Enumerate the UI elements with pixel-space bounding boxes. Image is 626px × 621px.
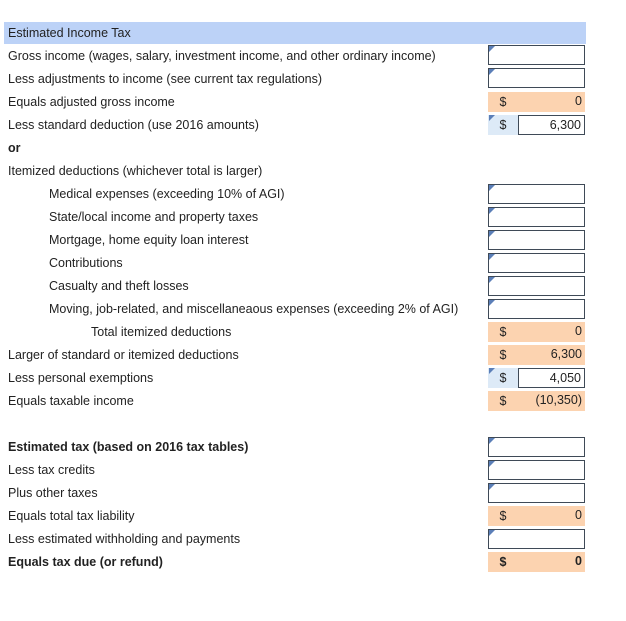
medical-expenses-input[interactable] <box>488 184 585 204</box>
gross-income-label: Gross income (wages, salary, investment income, and other ordinary income) <box>8 49 436 63</box>
larger-deduction-label: Larger of standard or itemized deductions <box>8 348 239 362</box>
agi-dollar-sign: $ <box>488 92 518 112</box>
comment-marker-icon <box>489 46 495 52</box>
tax-credits-input[interactable] <box>488 460 585 480</box>
total-tax-liability-dollar-sign: $ <box>488 506 518 526</box>
casualty-theft-label: Casualty and theft losses <box>49 279 189 293</box>
larger-deduction-dollar-sign: $ <box>488 345 518 365</box>
comment-marker-icon <box>489 69 495 75</box>
tax-due-value: 0 <box>518 552 585 572</box>
moving-expenses-input[interactable] <box>488 299 585 319</box>
withholding-label: Less estimated withholding and payments <box>8 532 241 546</box>
tax-due-label: Equals tax due (or refund) <box>8 555 163 569</box>
comment-marker-icon <box>489 208 495 214</box>
gross-income-input[interactable] <box>488 45 585 65</box>
comment-marker-icon <box>489 185 495 191</box>
state-local-taxes-label: State/local income and property taxes <box>49 210 259 224</box>
comment-marker-icon <box>489 530 495 536</box>
personal-exemptions-value[interactable]: 4,050 <box>518 368 585 388</box>
comment-marker-icon <box>489 368 495 374</box>
other-taxes-input[interactable] <box>488 483 585 503</box>
total-itemized-dollar-sign: $ <box>488 322 518 342</box>
other-taxes-label: Plus other taxes <box>8 486 98 500</box>
personal-exemptions-label: Less personal exemptions <box>8 371 154 385</box>
itemized-header: Itemized deductions (whichever total is larger) <box>8 164 263 178</box>
estimated-tax-input[interactable] <box>488 437 585 457</box>
taxable-income-value: (10,350) <box>518 391 585 411</box>
comment-marker-icon <box>489 484 495 490</box>
moving-expenses-label: Moving, job-related, and miscellaneaous expenses (exceeding 2% of AGI) <box>49 302 459 316</box>
comment-marker-icon <box>489 277 495 283</box>
agi-label: Equals adjusted gross income <box>8 95 175 109</box>
comment-marker-icon <box>489 461 495 467</box>
total-tax-liability-label: Equals total tax liability <box>8 509 135 523</box>
mortgage-interest-input[interactable] <box>488 230 585 250</box>
taxable-income-dollar-sign: $ <box>488 391 518 411</box>
comment-marker-icon <box>489 115 495 121</box>
adjustments-label: Less adjustments to income (see current tax regulations) <box>8 72 323 86</box>
or-label: or <box>8 141 21 155</box>
mortgage-interest-label: Mortgage, home equity loan interest <box>49 233 249 247</box>
estimated-tax-label: Estimated tax (based on 2016 tax tables) <box>8 440 249 454</box>
tax-due-dollar-sign: $ <box>488 552 518 572</box>
worksheet-title: Estimated Income Tax <box>8 26 131 40</box>
contributions-input[interactable] <box>488 253 585 273</box>
agi-value: 0 <box>518 92 585 112</box>
withholding-input[interactable] <box>488 529 585 549</box>
medical-expenses-label: Medical expenses (exceeding 10% of AGI) <box>49 187 285 201</box>
state-local-taxes-input[interactable] <box>488 207 585 227</box>
total-itemized-value: 0 <box>518 322 585 342</box>
total-tax-liability-value: 0 <box>518 506 585 526</box>
adjustments-input[interactable] <box>488 68 585 88</box>
taxable-income-label: Equals taxable income <box>8 394 134 408</box>
standard-deduction-label: Less standard deduction (use 2016 amounts) <box>8 118 259 132</box>
casualty-theft-input[interactable] <box>488 276 585 296</box>
personal-exemptions-dollar-sign: $ <box>488 368 518 388</box>
contributions-label: Contributions <box>49 256 123 270</box>
tax-credits-label: Less tax credits <box>8 463 95 477</box>
comment-marker-icon <box>489 438 495 444</box>
comment-marker-icon <box>489 254 495 260</box>
larger-deduction-value: 6,300 <box>518 345 585 365</box>
standard-deduction-value[interactable]: 6,300 <box>518 115 585 135</box>
standard-deduction-dollar-sign: $ <box>488 115 518 135</box>
comment-marker-icon <box>489 300 495 306</box>
total-itemized-label: Total itemized deductions <box>91 325 232 339</box>
comment-marker-icon <box>489 231 495 237</box>
